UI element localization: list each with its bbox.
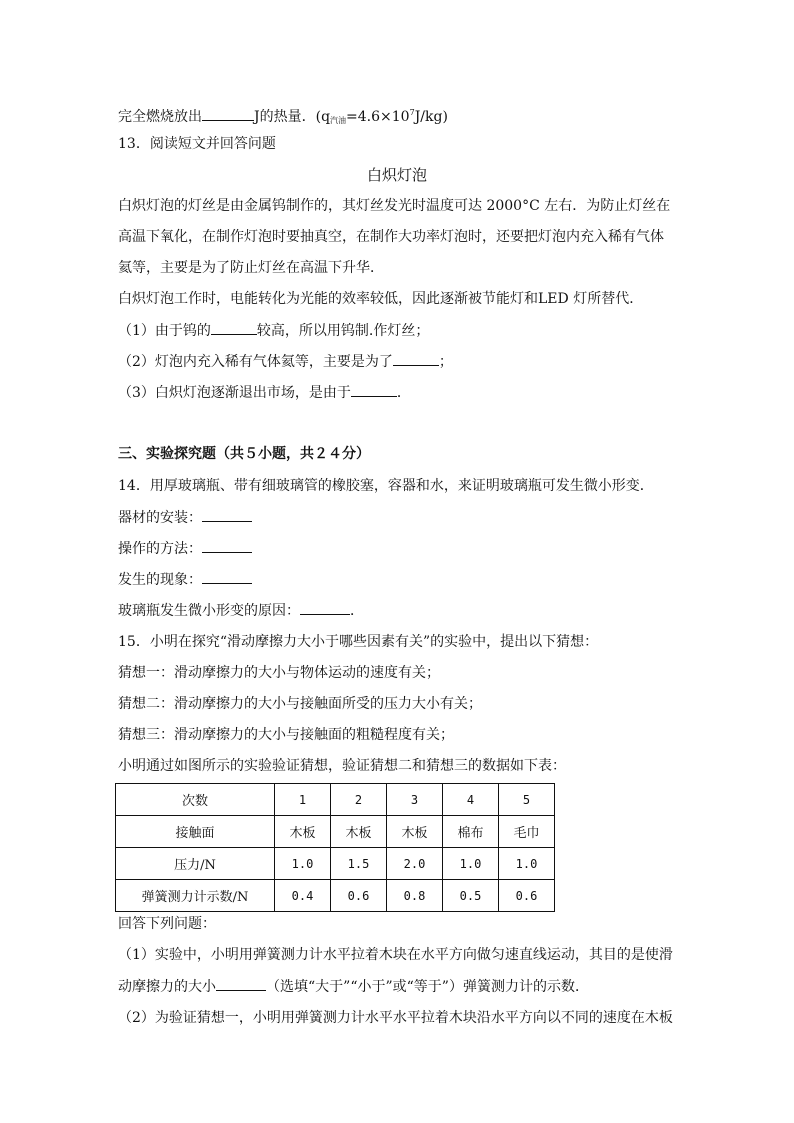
subscript: 汽油	[330, 116, 347, 125]
q14-setup	[118, 507, 252, 528]
text: J的热量．(q	[254, 109, 331, 125]
text: 动摩擦力的大小	[118, 979, 216, 995]
section-heading: 三、实验探究题（共５小题，共２４分）	[118, 446, 370, 462]
row-header: 弹簧测力计示数/N	[116, 880, 275, 912]
text: ；	[438, 354, 453, 370]
table-cell: 0.6	[331, 880, 387, 912]
row-header: 压力/N	[116, 848, 275, 880]
guess-2: 猜想二：滑动摩擦力的大小与接触面所受的压力大小有关；	[118, 696, 482, 712]
passage-line: 高温下氧化，在制作灯泡时要抽真空，在制作大功率灯泡时，还要把灯泡内充入稀有气体	[118, 229, 664, 245]
row-header: 次数	[116, 784, 275, 816]
q15-part-1: （1）实验中，小明用弹簧测力计水平拉着木块在水平方向做匀速直线运动，其目的是使滑	[118, 947, 673, 963]
answer-blank[interactable]	[202, 507, 252, 522]
table-cell: 4	[443, 784, 499, 816]
text: 发生的现象：	[118, 572, 202, 588]
q14-reason	[118, 600, 364, 621]
table-row	[116, 784, 555, 816]
answer-blank[interactable]	[202, 538, 252, 553]
table-cell: 2.0	[387, 848, 443, 880]
table-cell: 木板	[331, 816, 387, 848]
passage-title: 白炽灯泡	[366, 166, 427, 184]
table-cell: 2	[331, 784, 387, 816]
text: （3）白炽灯泡逐渐退出市场，是由于	[118, 385, 351, 401]
answer-blank[interactable]	[216, 976, 266, 991]
guess-1: 猜想一：滑动摩擦力的大小与物体运动的速度有关；	[118, 665, 440, 681]
table-cell: 0.5	[443, 880, 499, 912]
passage-line: 氦等，主要是为了防止灯丝在高温下升华．	[118, 260, 384, 276]
table-row	[116, 880, 555, 912]
row-header: 接触面	[116, 816, 275, 848]
question-14: 14．用厚玻璃瓶、带有细玻璃管的橡胶塞，容器和水，来证明玻璃瓶可发生微小形变．	[118, 478, 654, 494]
text: ．	[396, 385, 411, 401]
q14-method	[118, 538, 252, 559]
text: 玻璃瓶发生微小形变的原因：	[118, 603, 300, 619]
answer-blank[interactable]	[393, 351, 439, 366]
table-cell: 1	[275, 784, 331, 816]
table-row	[116, 848, 555, 880]
text: 操作的方法：	[118, 541, 202, 557]
text: 较高，所以用钨制.作灯丝；	[256, 323, 430, 339]
text: =4.6×10	[346, 109, 410, 125]
passage-line: 白炽灯泡的灯丝是由金属钨制作的，其灯丝发光时温度可达 2000°C 左右．为防止灯丝在	[118, 198, 671, 214]
table-row	[116, 816, 555, 848]
table-cell: 1.5	[331, 848, 387, 880]
table-intro: 小明通过如图所示的实验验证猜想，验证猜想二和猜想三的数据如下表：	[118, 758, 566, 774]
subquestion-2	[118, 351, 453, 372]
table-cell: 0.4	[275, 880, 331, 912]
q15-part-1-cont	[118, 976, 589, 997]
text: （选填“大于”“小于”或“等于”）弹簧测力计的示数．	[266, 979, 589, 995]
question-15: 15．小明在探究“滑动摩擦力大小于哪些因素有关”的实验中，提出以下猜想：	[118, 634, 599, 650]
q14-phenomenon	[118, 569, 252, 590]
answer-blank[interactable]	[202, 106, 254, 121]
subquestion-3	[118, 382, 411, 403]
answer-blank[interactable]	[351, 382, 397, 397]
text: （2）灯泡内充入稀有气体氦等，主要是为了	[118, 354, 393, 370]
table-cell: 0.6	[499, 880, 555, 912]
text: （1）由于钨的	[118, 323, 211, 339]
data-table	[115, 783, 555, 912]
table-cell: 0.8	[387, 880, 443, 912]
table-cell: 1.0	[443, 848, 499, 880]
guess-3: 猜想三：滑动摩擦力的大小与接触面的粗糙程度有关；	[118, 727, 454, 743]
text: ．	[350, 603, 364, 619]
table-cell: 木板	[275, 816, 331, 848]
passage-line: 白炽灯泡工作时，电能转化为光能的效率较低，因此逐渐被节能灯和LED 灯所替代．	[118, 291, 644, 307]
table-cell: 3	[387, 784, 443, 816]
answer-blank[interactable]	[300, 600, 350, 615]
problem-12-tail	[118, 103, 448, 131]
q15-part-2: （2）为验证猜想一，小明用弹簧测力计水平水平拉着木块沿水平方向以不同的速度在木板	[118, 1010, 673, 1026]
text: J/kg)	[414, 109, 448, 125]
table-cell: 木板	[387, 816, 443, 848]
table-cell: 5	[499, 784, 555, 816]
text: 器材的安装：	[118, 510, 202, 526]
table-cell: 1.0	[275, 848, 331, 880]
question-13: 13．阅读短文并回答问题	[118, 136, 276, 152]
text: 完全燃烧放出	[118, 109, 202, 125]
superscript: 7	[409, 108, 415, 117]
answer-prompt: 回答下列问题：	[118, 916, 216, 932]
table-cell: 1.0	[499, 848, 555, 880]
table-cell: 毛巾	[499, 816, 555, 848]
answer-blank[interactable]	[202, 569, 252, 584]
table-cell: 棉布	[443, 816, 499, 848]
answer-blank[interactable]	[211, 320, 257, 335]
subquestion-1	[118, 320, 429, 341]
